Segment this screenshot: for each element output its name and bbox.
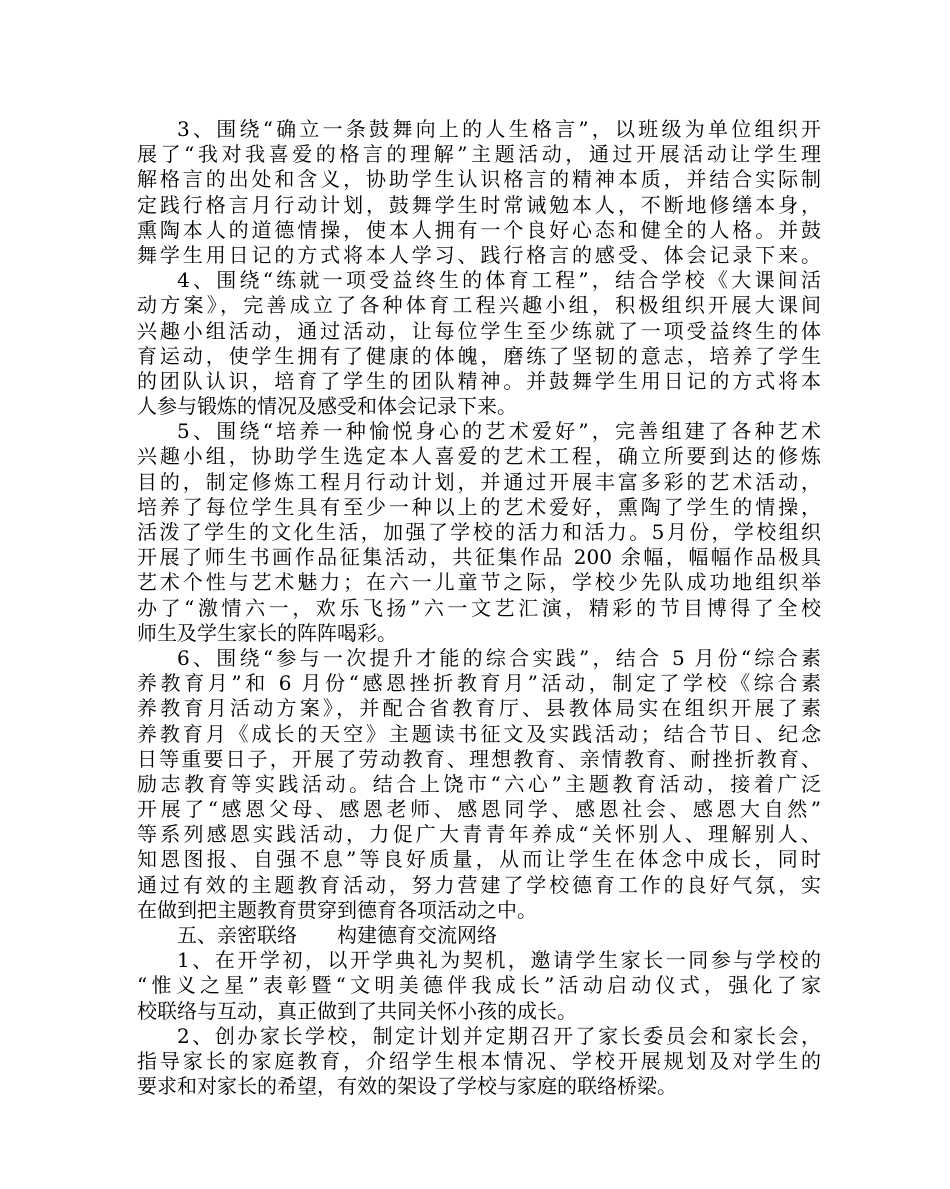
text-line: 校联络与互动，真正做到了共同关怀小孩的成长。 <box>137 998 577 1023</box>
text-line: 兴趣小组，协助学生选定本人喜爱的艺术工程，确立所要到达的修炼 <box>137 444 821 469</box>
text-line: 活泼了学生的文化生活，加强了学校的活力和活力。5月份，学校组织 <box>137 520 821 544</box>
text-line: 熏陶本人的道德情操，使本人拥有一个良好心态和健全的人格。并鼓 <box>137 217 821 242</box>
section-heading <box>137 923 821 948</box>
text-line: 5、围绕“培养一种愉悦身心的艺术爱好”，完善组建了各种艺术 <box>177 419 821 444</box>
text-line: “惟义之星”表彰暨“文明美德伴我成长”活动启动仪式，强化了家 <box>137 973 821 998</box>
text-line: 4、围绕“练就一项受益终生的体育工程”，结合学校《大课间活 <box>177 268 821 293</box>
text-line: 解格言的出处和含义，协助学生认识格言的精神本质，并结合实际制 <box>137 167 821 192</box>
text-line: 目的，制定修炼工程月行动计划，并通过开展丰富多彩的艺术活动， <box>137 469 821 494</box>
text-line: 2、创办家长学校，制定计划并定期召开了家长委员会和家长会， <box>177 1023 821 1048</box>
text-line: 舞学生用日记的方式将本人学习、践行格言的感受、体会记录下来。 <box>137 242 821 267</box>
text-line: 指导家长的家庭教育，介绍学生根本情况、学校开展规划及对学生的 <box>137 1048 821 1073</box>
text-line: 师生及学生家长的阵阵喝彩。 <box>137 620 397 645</box>
text-line: 培养了每位学生具有至少一种以上的艺术爱好，熏陶了学生的情操， <box>137 494 821 519</box>
paragraph-6 <box>137 646 821 923</box>
text-line: 养教育月《成长的天空》主题读书征文及实践活动；结合节日、纪念 <box>137 721 821 746</box>
text-line: 艺术个性与艺术魅力；在六一儿童节之际，学校少先队成功地组织举 <box>137 570 821 595</box>
text-line: 的团队认识，培育了学生的团队精神。并鼓舞学生用日记的方式将本 <box>137 368 821 393</box>
text-line: 要求和对家长的希望，有效的架设了学校与家庭的联络桥梁。 <box>137 1074 677 1099</box>
text-line: 养教育月活动方案》，并配合省教育厅、县教体局实在组织开展了素 <box>137 696 821 721</box>
text-line: 等系列感恩实践活动，力促广大青青年养成“关怀别人、理解别人、 <box>137 822 821 847</box>
text-line: 在做到把主题教育贯穿到德育各项活动之中。 <box>137 897 537 922</box>
text-line: 定践行格言月行动计划，鼓舞学生时常诫勉本人，不断地修缮本身， <box>137 192 821 217</box>
text-line: 展了“我对我喜爱的格言的理解”主题活动，通过开展活动让学生理 <box>137 142 821 167</box>
text-line: 动方案》，完善成立了各种体育工程兴趣小组，积极组织开展大课间 <box>137 293 821 318</box>
text-line: 兴趣小组活动，通过活动，让每位学生至少练就了一项受益终生的体 <box>137 318 821 343</box>
text-line: 通过有效的主题教育活动，努力营建了学校德育工作的良好气氛，实 <box>137 872 821 897</box>
text-line: 1、在开学初，以开学典礼为契机，邀请学生家长一同参与学校的 <box>177 948 821 973</box>
text-line: 养教育月”和 6 月份“感恩挫折教育月”活动，制定了学校《综合素 <box>137 671 821 696</box>
section-heading-text: 五、亲密联络 构建德育交流网络 <box>177 923 497 947</box>
paragraph-3 <box>137 117 821 268</box>
text-line: 开展了师生书画作品征集活动，共征集作品 200 余幅，幅幅作品极具 <box>137 545 821 570</box>
text-line: 人参与锻炼的情况及感受和体会记录下来。 <box>137 394 517 419</box>
text-line: 育运动，使学生拥有了健康的体魄，磨练了坚韧的意志，培养了学生 <box>137 343 821 368</box>
text-line: 励志教育等实践活动。结合上饶市“六心”主题教育活动，接着广泛 <box>137 771 821 796</box>
paragraph-contact-1 <box>137 948 821 1024</box>
document-page <box>137 117 821 1099</box>
text-line: 6、围绕“参与一次提升才能的综合实践”，结合 5 月份“综合素 <box>177 645 821 670</box>
paragraph-contact-2 <box>137 1024 821 1100</box>
text-line: 3、围绕“确立一条鼓舞向上的人生格言”，以班级为单位组织开 <box>177 117 821 141</box>
paragraph-4 <box>137 268 821 419</box>
text-line: 知恩图报、自强不息”等良好质量，从而让学生在体念中成长，同时 <box>137 847 821 872</box>
text-line: 日等重要日子，开展了劳动教育、理想教育、亲情教育、耐挫折教育、 <box>137 746 821 771</box>
paragraph-5 <box>137 419 821 646</box>
text-line: 办了“激情六一，欢乐飞扬”六一文艺汇演，精彩的节目博得了全校 <box>137 595 821 620</box>
text-line: 开展了“感恩父母、感恩老师、感恩同学、感恩社会、感恩大自然” <box>137 797 821 822</box>
